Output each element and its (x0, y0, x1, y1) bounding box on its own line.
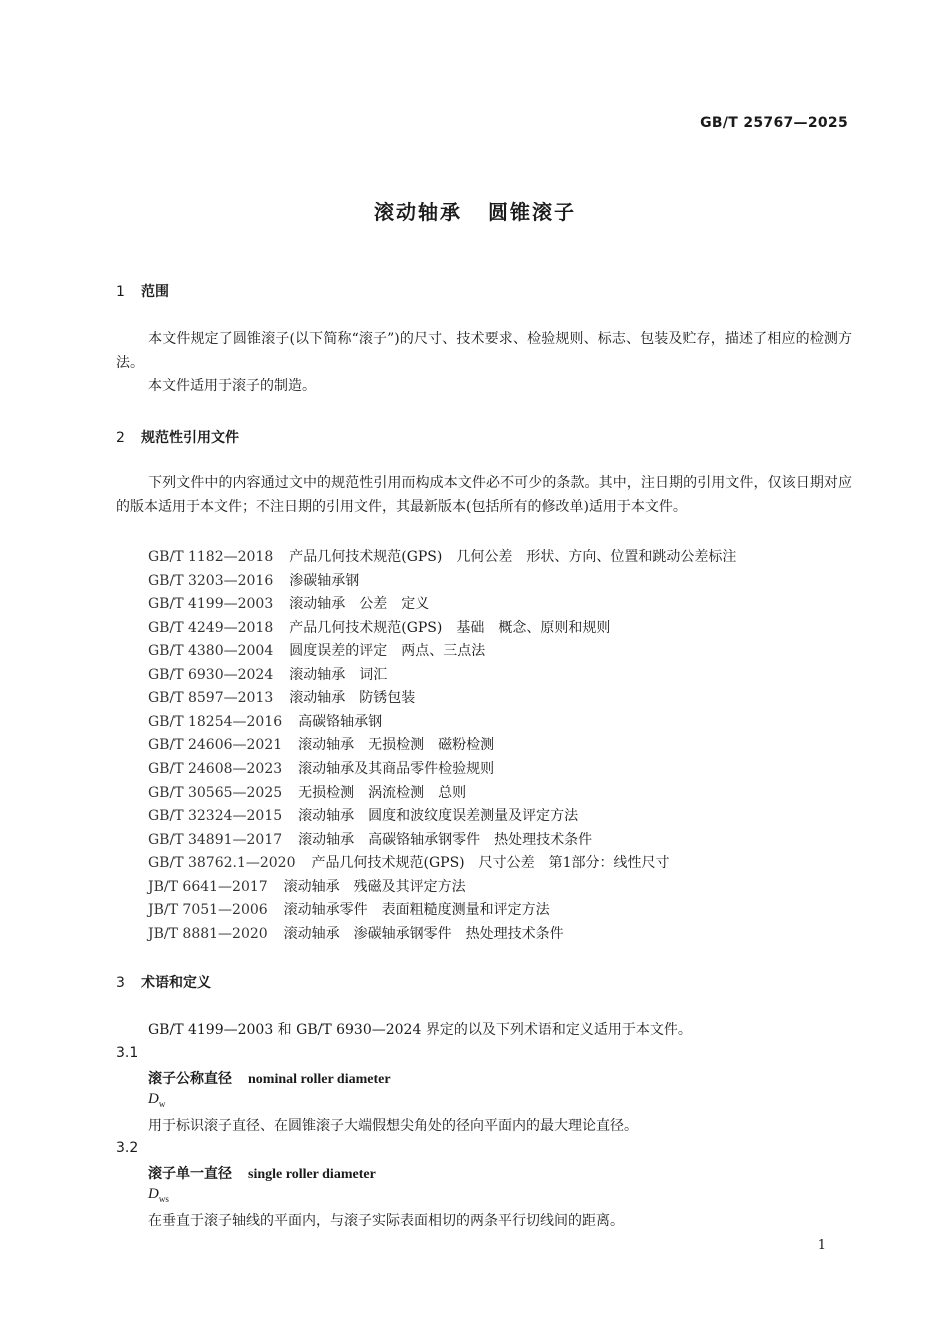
section-1-paragraph-2: 本文件适用于滚子的制造。 (148, 378, 316, 394)
reference-title: 产品几何技术规范(GPS) 尺寸公差 第1部分：线性尺寸 (311, 855, 670, 872)
reference-code: GB/T 34891—2017 (148, 831, 283, 848)
reference-title: 滚动轴承 高碳铬轴承钢零件 热处理技术条件 (298, 831, 593, 848)
reference-title: 滚动轴承 词汇 (289, 666, 388, 683)
section-number: 1 (116, 284, 125, 300)
reference-item (148, 734, 494, 754)
term-entry (148, 1068, 391, 1088)
reference-title: 滚动轴承 渗碳轴承钢零件 热处理技术条件 (283, 925, 564, 942)
title-part1: 滚动轴承 (374, 200, 462, 224)
reference-title: 产品几何技术规范(GPS) 几何公差 形状、方向、位置和跳动公差标注 (289, 549, 737, 565)
reference-title: 渗碳轴承钢 (289, 572, 360, 589)
reference-item (148, 805, 578, 825)
reference-item (148, 923, 564, 943)
term-symbol: $D_{ws}$ (148, 1186, 169, 1204)
section-number: 3 (116, 975, 125, 991)
reference-item (148, 711, 382, 731)
reference-code: GB/T 6930—2024 (148, 666, 274, 683)
reference-title: 产品几何技术规范(GPS) 基础 概念、原则和规则 (289, 619, 611, 636)
term-definition: 用于标识滚子直径、在圆锥滚子大端假想尖角处的径向平面内的最大理论直径。 (148, 1118, 638, 1134)
reference-title: 无损检测 涡流检测 总则 (298, 784, 467, 801)
section-title: 术语和定义 (141, 975, 211, 991)
reference-item (148, 570, 359, 590)
term-entry (148, 1163, 376, 1183)
reference-title: 高碳铬轴承钢 (298, 713, 383, 730)
reference-title: 滚动轴承零件 表面粗糙度测量和评定方法 (283, 902, 550, 919)
reference-code: GB/T 32324—2015 (148, 808, 283, 825)
reference-title: 滚动轴承 防锈包装 (289, 690, 416, 707)
reference-code: GB/T 30565—2025 (148, 784, 283, 801)
reference-item (148, 876, 466, 896)
section-3-intro: GB/T 4199—2003 和 GB/T 6930—2024 界定的以及下列术语和定义适用于本文件。 (148, 1022, 692, 1038)
reference-item (148, 617, 610, 637)
term-chinese: 滚子公称直径 (148, 1071, 232, 1087)
reference-item (148, 546, 736, 566)
reference-code: JB/T 8881—2020 (148, 925, 268, 942)
reference-code: GB/T 8597—2013 (148, 690, 274, 707)
reference-item (148, 852, 670, 872)
page-number: 1 (817, 1238, 826, 1253)
reference-title: 滚动轴承 公差 定义 (289, 596, 430, 613)
reference-title: 滚动轴承 圆度和波纹度误差测量及评定方法 (298, 808, 579, 825)
section-title: 范围 (141, 284, 169, 300)
term-definition: 在垂直于滚子轴线的平面内，与滚子实际表面相切的两条平行切线间的距离。 (148, 1213, 624, 1229)
section-2-intro: 下列文件中的内容通过文中的规范性引用而构成本文件必不可少的条款。其中，注日期的引用文件，仅该日期对应的版本适用于本文件；不注日期的引用文件，其最新版本(包括所有的修改单)适用于本文件。 (116, 475, 852, 515)
reference-title: 滚动轴承 残磁及其评定方法 (283, 878, 466, 895)
reference-item (148, 640, 485, 660)
reference-title: 滚动轴承及其商品零件检验规则 (298, 760, 495, 777)
section-2-heading (116, 427, 239, 447)
term-english: nominal roller diameter (248, 1072, 391, 1087)
term-english: single roller diameter (248, 1167, 376, 1182)
reference-item (148, 664, 387, 684)
reference-code: GB/T 24606—2021 (148, 737, 283, 754)
reference-code: GB/T 18254—2016 (148, 713, 283, 730)
section-1-heading (116, 281, 169, 301)
reference-code: JB/T 7051—2006 (148, 902, 268, 919)
reference-code: GB/T 3203—2016 (148, 572, 274, 589)
term-clause-number: 3.2 (116, 1140, 139, 1156)
reference-code: GB/T 4249—2018 (148, 619, 274, 636)
reference-item (148, 687, 415, 707)
reference-title: 滚动轴承 无损检测 磁粉检测 (298, 737, 495, 754)
reference-code: JB/T 6641—2017 (148, 878, 268, 895)
reference-code: GB/T 1182—2018 (148, 549, 274, 565)
section-1-paragraph-1: 本文件规定了圆锥滚子(以下简称“滚子”)的尺寸、技术要求、检验规则、标志、包装及贮存，描述了相应的检测方法。 (116, 331, 852, 371)
section-title: 规范性引用文件 (141, 430, 239, 446)
reference-item (148, 758, 494, 778)
reference-title: 圆度误差的评定 两点、三点法 (289, 643, 486, 660)
section-number: 2 (116, 430, 125, 446)
term-clause-number: 3.1 (116, 1045, 139, 1061)
reference-code: GB/T 38762.1—2020 (148, 855, 296, 872)
term-symbol: $D_w$ (148, 1091, 166, 1109)
reference-item (148, 782, 466, 802)
term-chinese: 滚子单一直径 (148, 1166, 232, 1182)
reference-code: GB/T 4380—2004 (148, 643, 274, 660)
reference-code: GB/T 24608—2023 (148, 760, 283, 777)
reference-item (148, 899, 550, 919)
standard-code: GB/T 25767—2025 (700, 115, 848, 131)
document-title (0, 196, 950, 225)
reference-item (148, 829, 592, 849)
reference-item (148, 593, 429, 613)
title-part2: 圆锥滚子 (488, 200, 576, 224)
section-3-heading (116, 972, 211, 992)
reference-code: GB/T 4199—2003 (148, 596, 274, 613)
